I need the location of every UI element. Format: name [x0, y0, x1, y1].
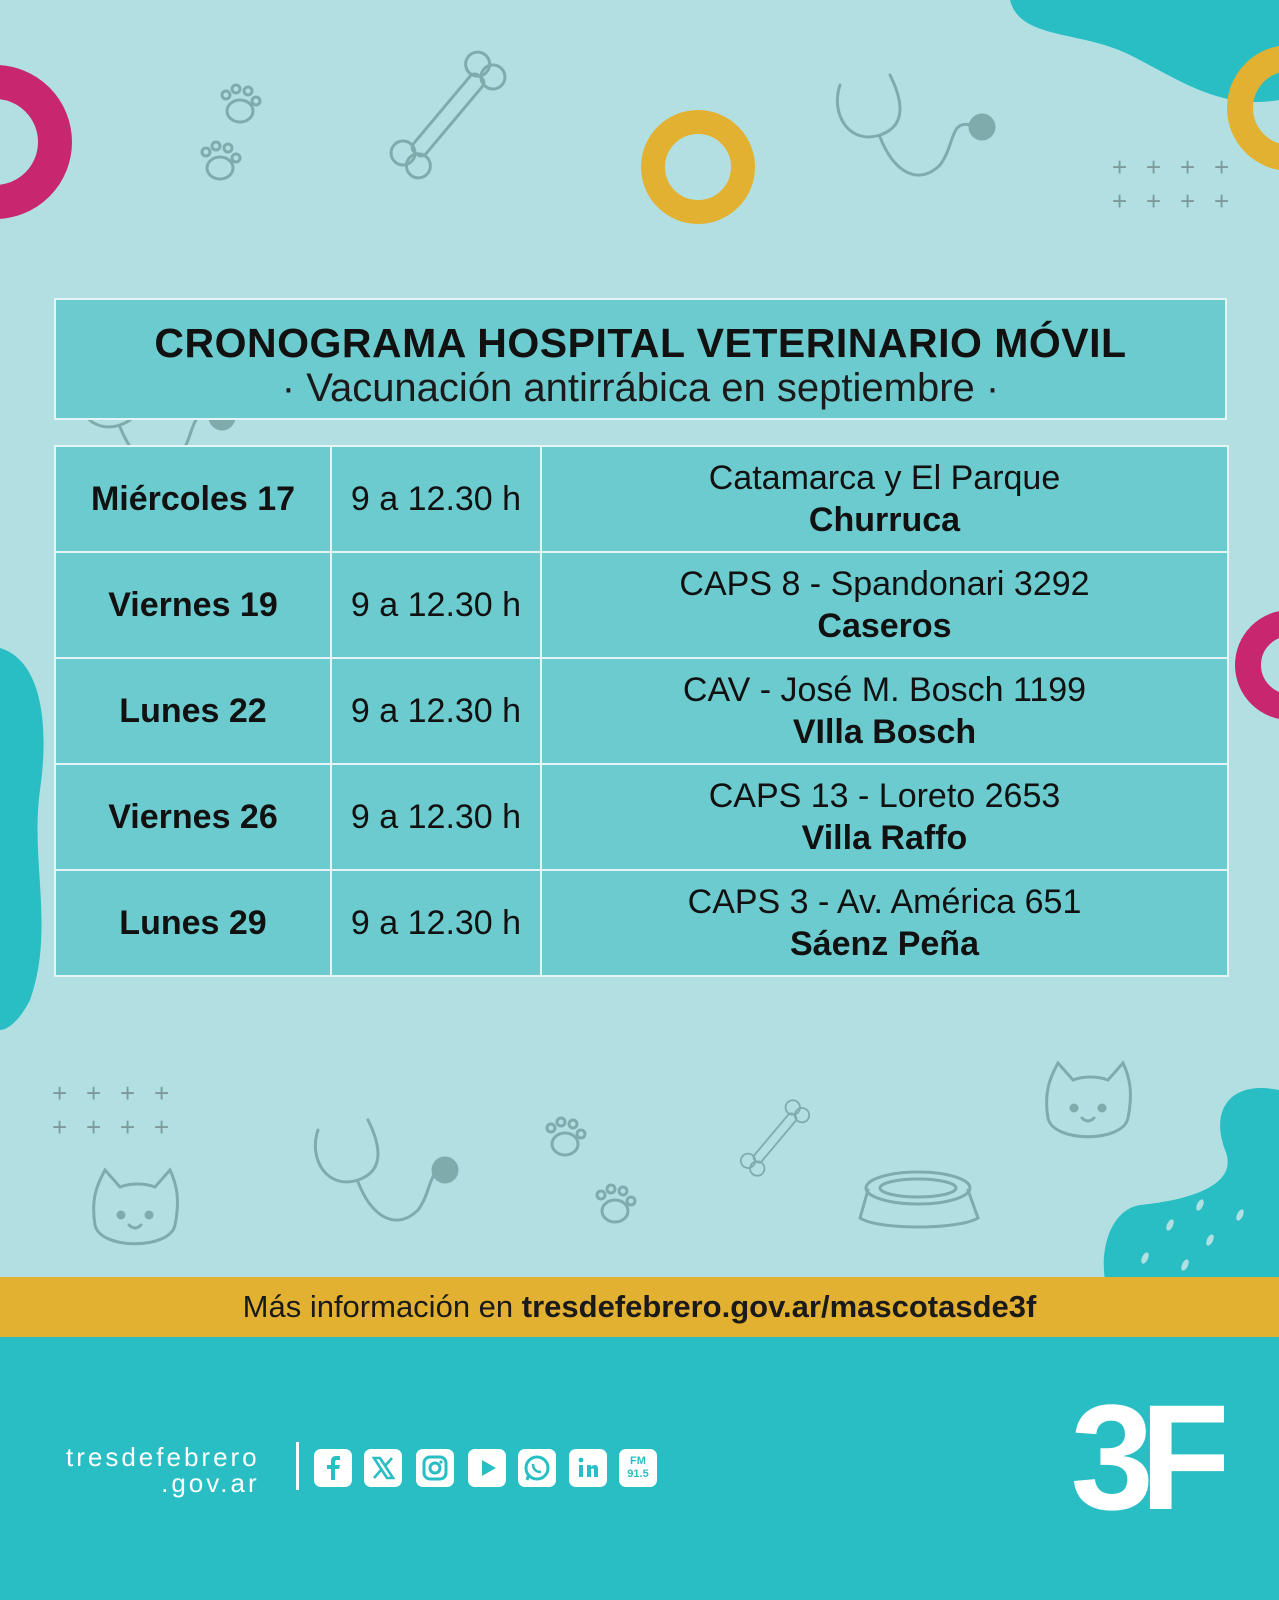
schedule-table: [54, 445, 1229, 977]
place-cell: [541, 552, 1228, 658]
neighborhood-text: Villa Raffo: [801, 819, 968, 857]
3f-logo-text: 3F: [1070, 1397, 1218, 1517]
time-cell: 9 a 12.30 h: [331, 870, 541, 976]
info-bar: [0, 1277, 1279, 1337]
plus-pattern: + + + + + + + +: [52, 1078, 170, 1142]
paw-icon: [222, 85, 260, 122]
address-text: CAPS 3 - Av. América 651: [687, 883, 1082, 921]
paw-icon: [547, 1118, 585, 1155]
day-cell: Miércoles 17: [55, 446, 331, 552]
bone-icon: [386, 47, 510, 183]
cat-icon: [1047, 1063, 1131, 1137]
brand-wordmark: [66, 1444, 260, 1496]
table-row: [55, 446, 1228, 552]
brand-domain: .gov.ar: [161, 1468, 260, 1498]
address-text: Catamarca y El Parque: [708, 459, 1061, 497]
plus-pattern: + + + + + + + +: [1112, 152, 1230, 216]
address-text: CAPS 13 - Loreto 2653: [708, 777, 1061, 815]
yellow-ring-center: [653, 122, 743, 212]
fm-frequency: 91.5: [627, 1468, 649, 1480]
linkedin-icon[interactable]: [569, 1449, 607, 1487]
footer: [0, 1337, 1279, 1600]
time-cell: 9 a 12.30 h: [331, 764, 541, 870]
whatsapp-icon[interactable]: [518, 1449, 556, 1487]
day-cell: Viernes 26: [55, 764, 331, 870]
table-row: [55, 552, 1228, 658]
cat-icon: [94, 1170, 178, 1244]
paw-icon: [202, 142, 240, 179]
neighborhood-text: Sáenz Peña: [790, 925, 979, 963]
bone-icon: [738, 1097, 812, 1178]
stethoscope-icon: [837, 75, 994, 175]
time-cell: 9 a 12.30 h: [331, 552, 541, 658]
time-cell: 9 a 12.30 h: [331, 658, 541, 764]
day-cell: Lunes 29: [55, 870, 331, 976]
neighborhood-text: Churruca: [808, 501, 961, 539]
magenta-ring-top-left: [0, 82, 55, 202]
bowl-icon: [860, 1172, 978, 1227]
teal-blob-bottom-right: [1104, 1088, 1279, 1280]
place-cell: [541, 446, 1228, 552]
neighborhood-text: Caseros: [817, 607, 952, 645]
3f-logo: [1064, 1397, 1224, 1517]
time-cell: 9 a 12.30 h: [331, 446, 541, 552]
yellow-ring-top-right: [1240, 58, 1279, 158]
table-row: [55, 870, 1228, 976]
teal-blob-left: [0, 648, 44, 1030]
neighborhood-text: VIlla Bosch: [792, 713, 977, 751]
stethoscope-icon: [315, 1120, 457, 1220]
address-text: CAV - José M. Bosch 1199: [682, 671, 1087, 709]
footer-divider: [296, 1442, 299, 1490]
table-row: [55, 764, 1228, 870]
table-row: [55, 658, 1228, 764]
facebook-icon[interactable]: [314, 1449, 352, 1487]
title-box: [54, 298, 1227, 420]
page-title: CRONOGRAMA HOSPITAL VETERINARIO MÓVIL: [154, 320, 1127, 366]
info-link[interactable]: tresdefebrero.gov.ar/mascotasde3f: [521, 1289, 1037, 1324]
page-subtitle: · Vacunación antirrábica en septiembre ·: [281, 366, 1000, 410]
info-prefix: Más información en: [242, 1289, 522, 1324]
youtube-icon[interactable]: [468, 1449, 506, 1487]
address-text: CAPS 8 - Spandonari 3292: [679, 565, 1090, 603]
brand-name: tresdefebrero: [66, 1442, 260, 1472]
instagram-icon[interactable]: [416, 1449, 454, 1487]
fm-radio-icon[interactable]: [619, 1449, 657, 1487]
x-icon[interactable]: [364, 1449, 402, 1487]
magenta-ring-right: [1248, 623, 1279, 707]
day-cell: Lunes 22: [55, 658, 331, 764]
place-cell: [541, 658, 1228, 764]
day-cell: Viernes 19: [55, 552, 331, 658]
place-cell: [541, 870, 1228, 976]
paw-icon: [597, 1185, 635, 1222]
fm-label: FM: [630, 1455, 646, 1467]
place-cell: [541, 764, 1228, 870]
